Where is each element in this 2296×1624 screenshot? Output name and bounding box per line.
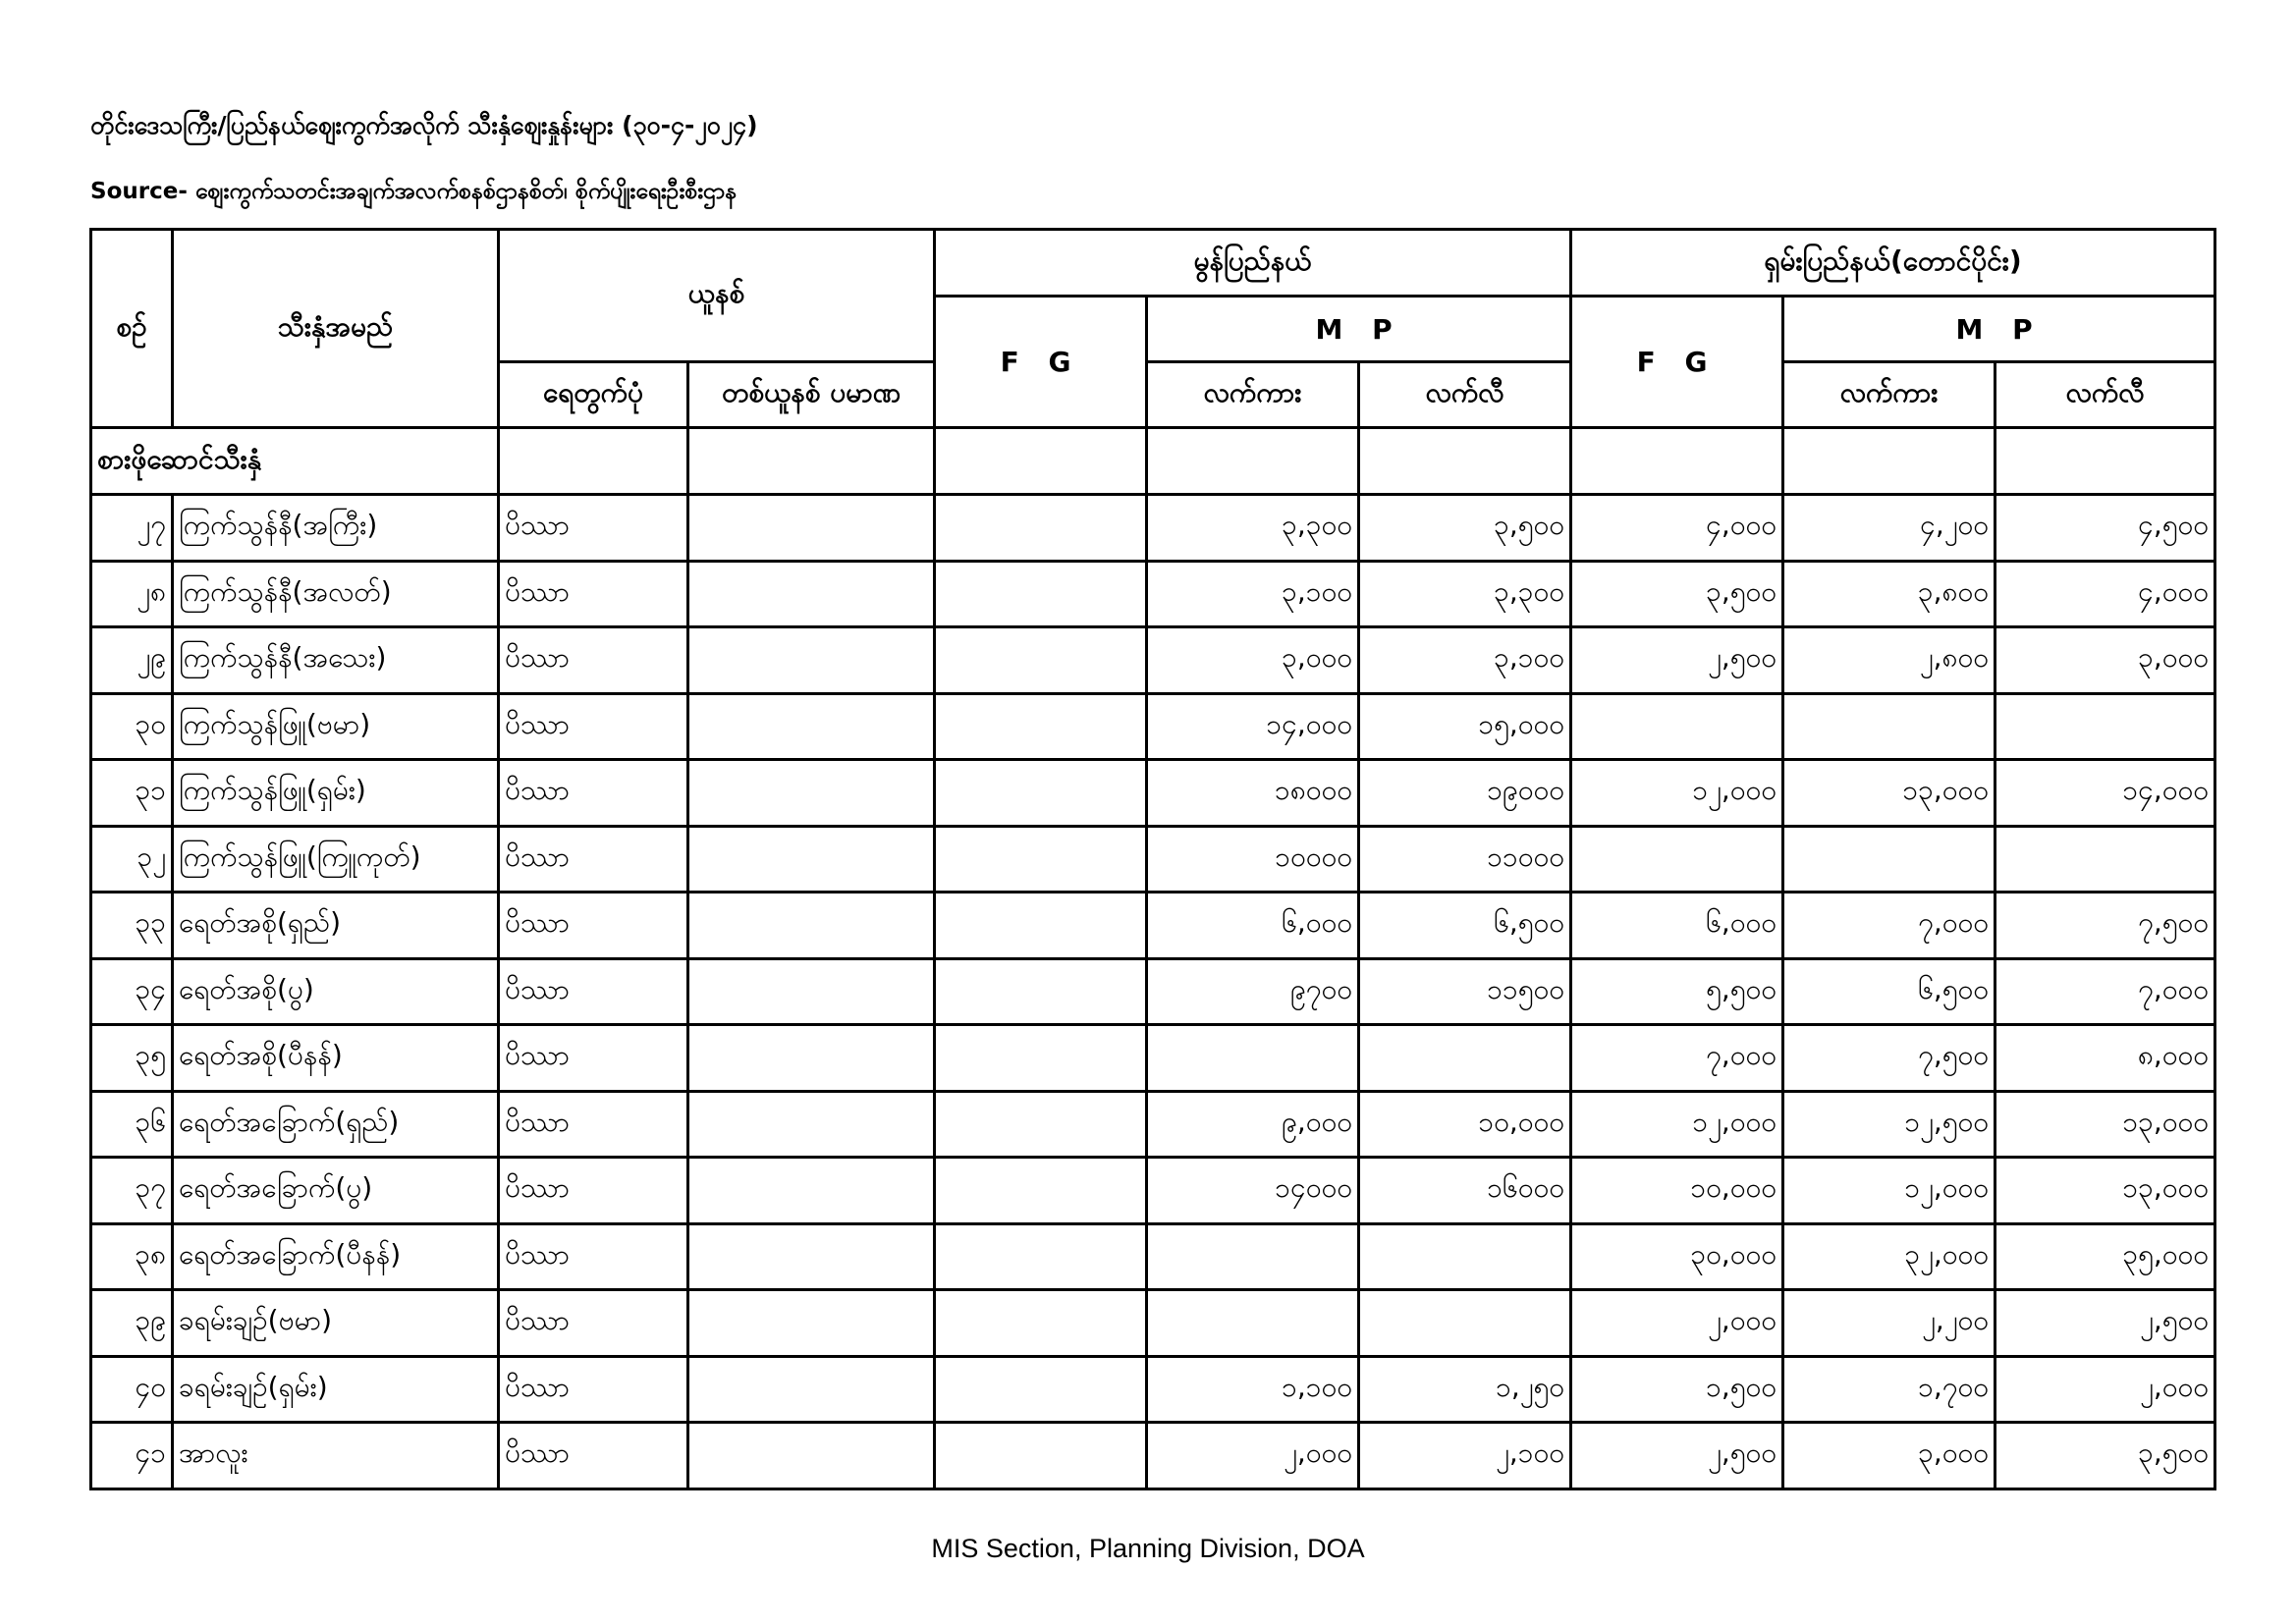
shan-mp-wholesale-price: ၁၂,၀၀၀ — [1783, 1158, 1995, 1224]
shan-fg-price: ၁,၅၀၀ — [1571, 1356, 1783, 1423]
table-cell — [1359, 428, 1571, 495]
unit-local: ပိဿာ — [499, 1423, 688, 1489]
mon-mp-wholesale-price: ၉,၀၀၀ — [1147, 1091, 1359, 1158]
header-shan-fg: F G — [1571, 297, 1783, 428]
shan-mp-wholesale-price: ၇,၀၀၀ — [1783, 893, 1995, 959]
row-number: ၃၁ — [91, 760, 173, 827]
mon-mp-retail-price: ၁၅,၀၀၀ — [1359, 693, 1571, 760]
mon-fg-price — [935, 627, 1147, 694]
unit-local: ပိဿာ — [499, 760, 688, 827]
crop-name: အာလူး — [173, 1423, 499, 1489]
mon-mp-retail-price: ၁,၂၅၀ — [1359, 1356, 1571, 1423]
source-line: Source- ဈေးကွက်သတင်းအချက်အလက်စနစ်ဌာနစိတ်၊ စိုက်ပျိုးရေးဦးစီးဌာန — [90, 179, 738, 204]
shan-mp-retail-price: ၃၅,၀၀၀ — [1995, 1223, 2215, 1290]
mon-mp-wholesale-price: ၆,၀၀၀ — [1147, 893, 1359, 959]
shan-mp-retail-price: ၂,၀၀၀ — [1995, 1356, 2215, 1423]
header-shan-wholesale: လက်ကား — [1783, 362, 1995, 428]
mon-mp-wholesale-price — [1147, 1290, 1359, 1357]
shan-mp-retail-price — [1995, 826, 2215, 893]
shan-mp-retail-price: ၂,၅၀၀ — [1995, 1290, 2215, 1357]
unit-quantity — [688, 1091, 935, 1158]
header-no: စဉ် — [91, 230, 173, 428]
unit-local: ပိဿာ — [499, 1290, 688, 1357]
unit-quantity — [688, 760, 935, 827]
mon-fg-price — [935, 1091, 1147, 1158]
unit-local: ပိဿာ — [499, 1158, 688, 1224]
mon-mp-retail-price: ၁၀,၀၀၀ — [1359, 1091, 1571, 1158]
table-row — [91, 693, 2215, 760]
mon-fg-price — [935, 760, 1147, 827]
mon-fg-price — [935, 1158, 1147, 1224]
crop-name: ရေတ်အခြောက်(ရှည်) — [173, 1091, 499, 1158]
mon-mp-wholesale-price: ၁၀၀၀၀ — [1147, 826, 1359, 893]
header-mon-state: မွန်ပြည်နယ် — [935, 230, 1571, 297]
mon-fg-price — [935, 1223, 1147, 1290]
unit-quantity — [688, 627, 935, 694]
header-unit-group: ယူနစ် — [499, 230, 935, 362]
header-mon-wholesale: လက်ကား — [1147, 362, 1359, 428]
header-mon-fg: F G — [935, 297, 1147, 428]
unit-quantity — [688, 958, 935, 1025]
unit-quantity — [688, 1356, 935, 1423]
table-row — [91, 760, 2215, 827]
mon-mp-wholesale-price: ၁၈၀၀၀ — [1147, 760, 1359, 827]
crop-name: ကြက်သွန်ဖြူ(ကြူကုတ်) — [173, 826, 499, 893]
unit-quantity — [688, 1290, 935, 1357]
shan-fg-price: ၄,၀၀၀ — [1571, 495, 1783, 562]
mon-mp-wholesale-price: ၁,၁၀၀ — [1147, 1356, 1359, 1423]
crop-name: ရေတ်အစို(ပွ) — [173, 958, 499, 1025]
unit-quantity — [688, 1025, 935, 1092]
shan-fg-price: ၁၂,၀၀၀ — [1571, 760, 1783, 827]
table-cell — [1571, 428, 1783, 495]
crop-name: ကြက်သွန်နီ(အလတ်) — [173, 561, 499, 627]
category-row — [91, 428, 2215, 495]
row-number: ၄၀ — [91, 1356, 173, 1423]
header-shan-retail: လက်လီ — [1995, 362, 2215, 428]
shan-mp-wholesale-price: ၁၂,၅၀၀ — [1783, 1091, 1995, 1158]
unit-quantity — [688, 693, 935, 760]
mon-fg-price — [935, 561, 1147, 627]
table-row — [91, 1423, 2215, 1489]
shan-mp-retail-price: ၃,၀၀၀ — [1995, 627, 2215, 694]
mon-mp-retail-price — [1359, 1223, 1571, 1290]
mon-mp-retail-price: ၁၁၀၀၀ — [1359, 826, 1571, 893]
shan-mp-retail-price: ၇,၀၀၀ — [1995, 958, 2215, 1025]
row-number: ၃၈ — [91, 1223, 173, 1290]
shan-mp-wholesale-price: ၄,၂၀၀ — [1783, 495, 1995, 562]
row-number: ၃၆ — [91, 1091, 173, 1158]
shan-fg-price: ၅,၅၀၀ — [1571, 958, 1783, 1025]
unit-quantity — [688, 1158, 935, 1224]
shan-mp-wholesale-price: ၁,၇၀၀ — [1783, 1356, 1995, 1423]
shan-fg-price: ၁၀,၀၀၀ — [1571, 1158, 1783, 1224]
mon-fg-price — [935, 1423, 1147, 1489]
shan-mp-retail-price: ၁၃,၀၀၀ — [1995, 1091, 2215, 1158]
unit-local: ပိဿာ — [499, 893, 688, 959]
table-row — [91, 958, 2215, 1025]
unit-local: ပိဿာ — [499, 826, 688, 893]
mon-mp-wholesale-price: ၂,၀၀၀ — [1147, 1423, 1359, 1489]
header-mon-mp: M P — [1147, 297, 1571, 362]
table-cell — [1147, 428, 1359, 495]
mon-mp-wholesale-price: ၃,၃၀၀ — [1147, 495, 1359, 562]
shan-fg-price: ၇,၀၀၀ — [1571, 1025, 1783, 1092]
mon-mp-retail-price: ၁၉၀၀၀ — [1359, 760, 1571, 827]
header-crop-name: သီးနှံအမည် — [173, 230, 499, 428]
row-number: ၂၇ — [91, 495, 173, 562]
mon-mp-wholesale-price — [1147, 1223, 1359, 1290]
footer-text: MIS Section, Planning Division, DOA — [931, 1534, 1365, 1563]
mon-mp-retail-price: ၆,၅၀၀ — [1359, 893, 1571, 959]
mon-mp-wholesale-price: ၉၇၀၀ — [1147, 958, 1359, 1025]
mon-mp-retail-price: ၁၆၀၀၀ — [1359, 1158, 1571, 1224]
shan-mp-wholesale-price: ၃၂,၀၀၀ — [1783, 1223, 1995, 1290]
table-row — [91, 1223, 2215, 1290]
mon-mp-retail-price: ၂,၁၀၀ — [1359, 1423, 1571, 1489]
shan-mp-retail-price: ၄,၅၀၀ — [1995, 495, 2215, 562]
shan-mp-retail-price: ၇,၅၀၀ — [1995, 893, 2215, 959]
table-cell — [1995, 428, 2215, 495]
header-shan-mp: M P — [1783, 297, 2215, 362]
row-number: ၂၉ — [91, 627, 173, 694]
shan-mp-retail-price: ၁၃,၀၀၀ — [1995, 1158, 2215, 1224]
header-mon-retail: လက်လီ — [1359, 362, 1571, 428]
price-table — [89, 228, 2216, 1490]
crop-name: ရေတ်အခြောက်(ပီနန်) — [173, 1223, 499, 1290]
unit-local: ပိဿာ — [499, 627, 688, 694]
crop-name: ခရမ်းချဉ်(ဗမာ) — [173, 1290, 499, 1357]
crop-name: ရေတ်အစို(ပီနန်) — [173, 1025, 499, 1092]
shan-mp-retail-price: ၈,၀၀၀ — [1995, 1025, 2215, 1092]
unit-local: ပိဿာ — [499, 958, 688, 1025]
row-number: ၃၇ — [91, 1158, 173, 1224]
table-row — [91, 1025, 2215, 1092]
mon-fg-price — [935, 1290, 1147, 1357]
mon-fg-price — [935, 693, 1147, 760]
shan-mp-retail-price: ၁၄,၀၀၀ — [1995, 760, 2215, 827]
mon-mp-wholesale-price: ၁၄,၀၀၀ — [1147, 693, 1359, 760]
mon-mp-retail-price: ၃,၃၀၀ — [1359, 561, 1571, 627]
crop-name: ကြက်သွန်ဖြူ(ဗမာ) — [173, 693, 499, 760]
unit-local: ပိဿာ — [499, 561, 688, 627]
row-number: ၃၀ — [91, 693, 173, 760]
table-row — [91, 495, 2215, 562]
mon-mp-wholesale-price: ၃,၁၀၀ — [1147, 561, 1359, 627]
mon-mp-wholesale-price: ၁၄၀၀၀ — [1147, 1158, 1359, 1224]
table-body — [91, 428, 2215, 1489]
category-label: စားဖိုဆောင်သီးနှံ — [91, 428, 499, 495]
row-number: ၂၈ — [91, 561, 173, 627]
table-row — [91, 893, 2215, 959]
shan-fg-price: ၂,၅၀၀ — [1571, 1423, 1783, 1489]
unit-local: ပိဿာ — [499, 1356, 688, 1423]
mon-mp-retail-price: ၁၁၅၀၀ — [1359, 958, 1571, 1025]
table-cell — [499, 428, 688, 495]
table-row — [91, 1158, 2215, 1224]
header-unit-local: ရေတွက်ပုံ — [499, 362, 688, 428]
mon-mp-wholesale-price: ၃,၀၀၀ — [1147, 627, 1359, 694]
table-row — [91, 1091, 2215, 1158]
row-number: ၃၄ — [91, 958, 173, 1025]
shan-fg-price: ၂,၅၀၀ — [1571, 627, 1783, 694]
mon-fg-price — [935, 495, 1147, 562]
unit-local: ပိဿာ — [499, 693, 688, 760]
unit-local: ပိဿာ — [499, 1025, 688, 1092]
shan-mp-wholesale-price: ၂,၂၀၀ — [1783, 1290, 1995, 1357]
row-number: ၃၉ — [91, 1290, 173, 1357]
shan-fg-price: ၆,၀၀၀ — [1571, 893, 1783, 959]
unit-quantity — [688, 1423, 935, 1489]
mon-fg-price — [935, 826, 1147, 893]
shan-fg-price: ၂,၀၀၀ — [1571, 1290, 1783, 1357]
shan-mp-wholesale-price — [1783, 693, 1995, 760]
shan-mp-retail-price: ၄,၀၀၀ — [1995, 561, 2215, 627]
row-number: ၃၅ — [91, 1025, 173, 1092]
shan-mp-retail-price: ၃,၅၀၀ — [1995, 1423, 2215, 1489]
shan-mp-wholesale-price: ၁၃,၀၀၀ — [1783, 760, 1995, 827]
shan-fg-price: ၁၂,၀၀၀ — [1571, 1091, 1783, 1158]
unit-local: ပိဿာ — [499, 1091, 688, 1158]
mon-mp-retail-price: ၃,၁၀၀ — [1359, 627, 1571, 694]
mon-mp-retail-price — [1359, 1290, 1571, 1357]
header-shan-state: ရှမ်းပြည်နယ်(တောင်ပိုင်း) — [1571, 230, 2215, 297]
table-row — [91, 561, 2215, 627]
shan-fg-price — [1571, 693, 1783, 760]
shan-mp-wholesale-price: ၆,၅၀၀ — [1783, 958, 1995, 1025]
unit-quantity — [688, 1223, 935, 1290]
shan-fg-price: ၃,၅၀၀ — [1571, 561, 1783, 627]
header-unit-quantity: တစ်ယူနစ် ပမာဏ — [688, 362, 935, 428]
table-row — [91, 826, 2215, 893]
shan-fg-price — [1571, 826, 1783, 893]
crop-name: ရေတ်အခြောက်(ပွ) — [173, 1158, 499, 1224]
shan-fg-price: ၃၀,၀၀၀ — [1571, 1223, 1783, 1290]
table-cell — [688, 428, 935, 495]
shan-mp-wholesale-price — [1783, 826, 1995, 893]
table-cell — [935, 428, 1147, 495]
mon-mp-retail-price: ၃,၅၀၀ — [1359, 495, 1571, 562]
unit-local: ပိဿာ — [499, 1223, 688, 1290]
crop-name: ကြက်သွန်နီ(အသေး) — [173, 627, 499, 694]
page-title: တိုင်းဒေသကြီး/ပြည်နယ်ဈေးကွက်အလိုက် သီးနှံဈေးနှုန်းများ (၃၀-၄-၂၀၂၄) — [90, 111, 758, 139]
table-row — [91, 1290, 2215, 1357]
mon-mp-retail-price — [1359, 1025, 1571, 1092]
mon-fg-price — [935, 1025, 1147, 1092]
unit-quantity — [688, 495, 935, 562]
mon-mp-wholesale-price — [1147, 1025, 1359, 1092]
table-row — [91, 1356, 2215, 1423]
table-row — [91, 627, 2215, 694]
row-number: ၃၃ — [91, 893, 173, 959]
row-number: ၄၁ — [91, 1423, 173, 1489]
shan-mp-wholesale-price: ၃,၀၀၀ — [1783, 1423, 1995, 1489]
crop-name: ရေတ်အစို(ရှည်) — [173, 893, 499, 959]
shan-mp-retail-price — [1995, 693, 2215, 760]
shan-mp-wholesale-price: ၃,၈၀၀ — [1783, 561, 1995, 627]
crop-name: ခရမ်းချဉ်(ရှမ်း) — [173, 1356, 499, 1423]
unit-local: ပိဿာ — [499, 495, 688, 562]
row-number: ၃၂ — [91, 826, 173, 893]
crop-name: ကြက်သွန်နီ(အကြီး) — [173, 495, 499, 562]
mon-fg-price — [935, 1356, 1147, 1423]
table-cell — [1783, 428, 1995, 495]
unit-quantity — [688, 893, 935, 959]
mon-fg-price — [935, 958, 1147, 1025]
shan-mp-wholesale-price: ၇,၅၀၀ — [1783, 1025, 1995, 1092]
unit-quantity — [688, 561, 935, 627]
unit-quantity — [688, 826, 935, 893]
crop-name: ကြက်သွန်ဖြူ(ရှမ်း) — [173, 760, 499, 827]
mon-fg-price — [935, 893, 1147, 959]
shan-mp-wholesale-price: ၂,၈၀၀ — [1783, 627, 1995, 694]
